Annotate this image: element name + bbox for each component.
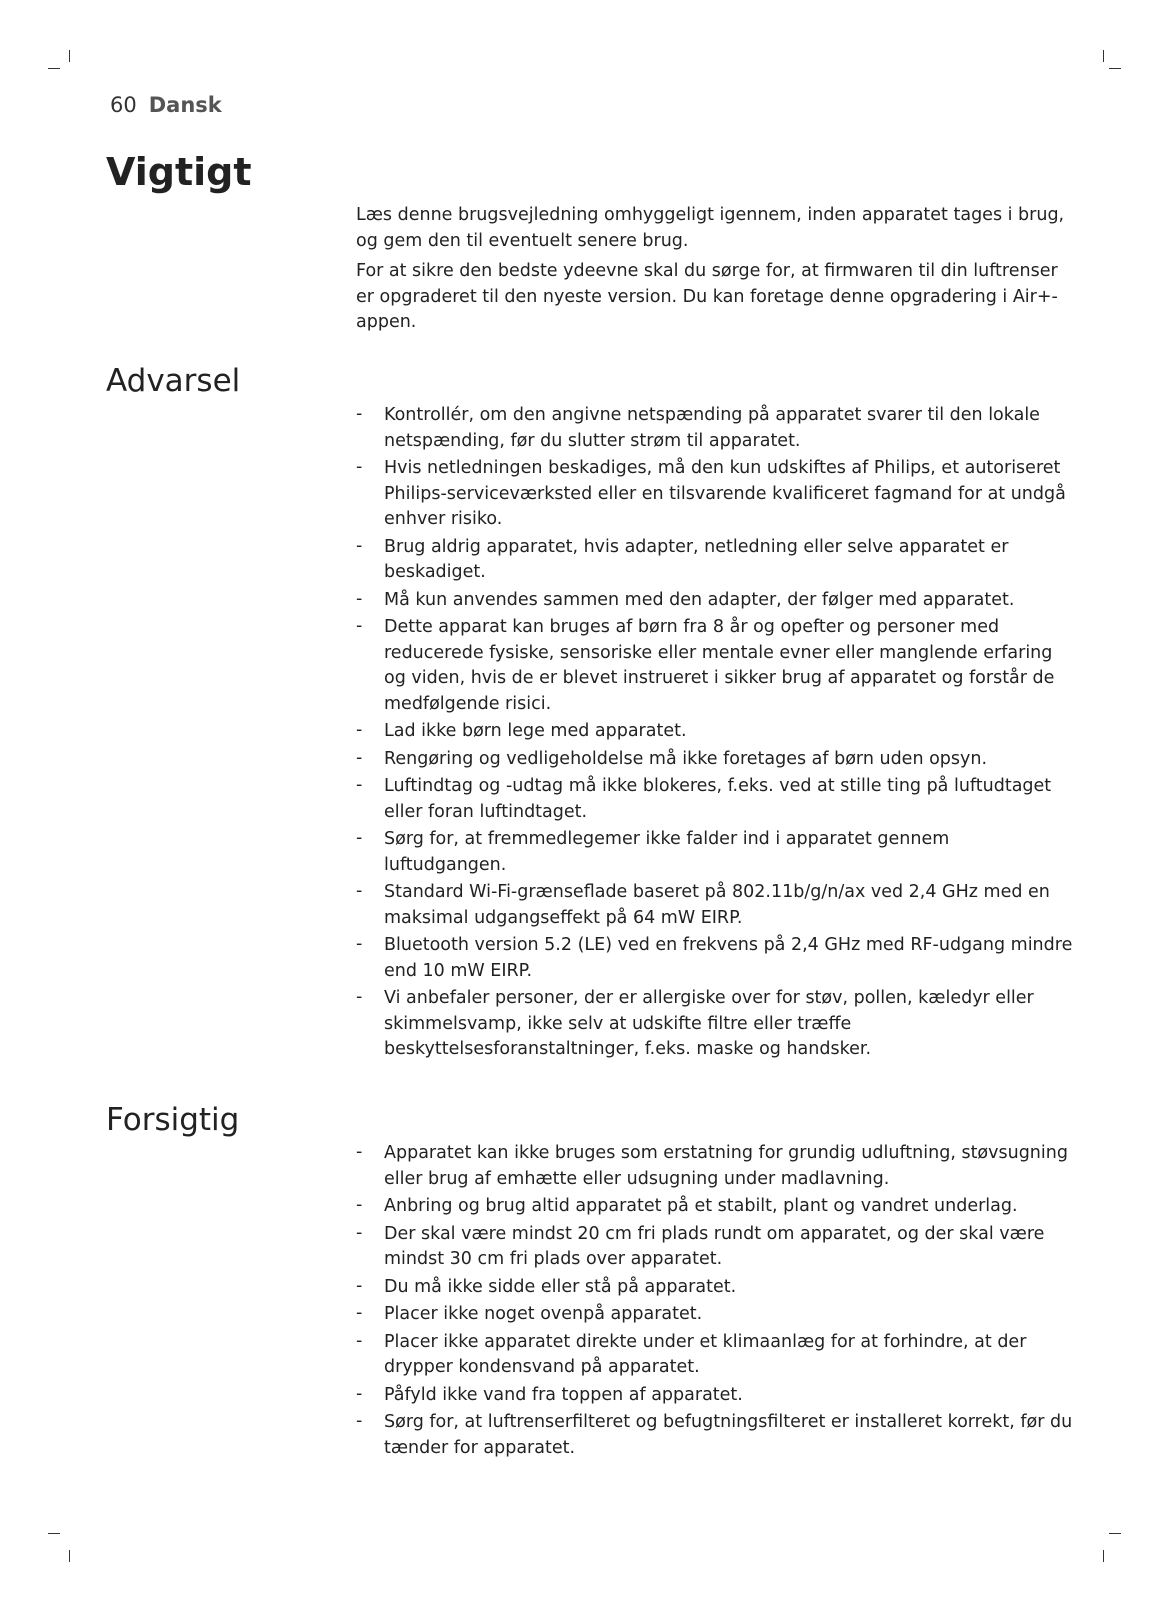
list-item: [356, 827, 1076, 878]
crop-mark: [1109, 1533, 1121, 1534]
list-item-text: Sørg for, at fremmedlegemer ikke falder ind i apparatet gennem luftudgangen.: [384, 829, 950, 875]
bullet-dash: -: [356, 535, 363, 556]
list-item: [356, 403, 1076, 454]
section-title-forsigtig: Forsigtig: [106, 1102, 240, 1138]
bullet-dash: -: [356, 828, 363, 848]
bullet-dash: -: [356, 1222, 363, 1243]
bullet-dash: -: [356, 1330, 363, 1351]
list-item: [356, 588, 1076, 614]
list-item-text: Dette apparat kan bruges af børn fra 8 år og opefter og personer med reducerede fysiske, sensoriske eller mentale evner eller manglende erfaring og viden, hvis de er blevet instrueret i sikker brug af apparatet og forstår de medfølgende risici.: [384, 617, 1055, 714]
list-item: [356, 1330, 1076, 1381]
list-item: [356, 747, 1076, 773]
crop-mark: [1103, 50, 1104, 62]
list-item: [356, 719, 1076, 745]
section-body-advarsel: [356, 403, 1076, 1065]
bullet-dash: -: [356, 588, 363, 609]
list-item-text: Må kun anvendes sammen med den adapter, der følger med apparatet.: [384, 589, 1015, 610]
section-title-advarsel: Advarsel: [106, 363, 241, 399]
list-item-text: Hvis netledningen beskadiges, må den kun udskiftes af Philips, et autoriseret Philips-serviceværksted eller en tilsvarende kvalificeret fagmand for at undgå enhver risiko.: [384, 458, 1066, 529]
bullet-dash: -: [356, 881, 363, 901]
list-item: [356, 1302, 1076, 1328]
list-item-text: Anbring og brug altid apparatet på et stabilt, plant og vandret underlag.: [384, 1196, 1018, 1216]
list-item: [356, 986, 1076, 1063]
list-item-text: Standard Wi-Fi-grænseflade baseret på 802.11b/g/n/ax ved 2,4 GHz med en maksimal udgangseffekt på 64 mW EIRP.: [384, 882, 1050, 928]
list-item: [356, 1222, 1076, 1273]
list-item-text: Brug aldrig apparatet, hvis adapter, netledning eller selve apparatet er beskadiget.: [384, 536, 1009, 582]
list-item-text: Der skal være mindst 20 cm fri plads rundt om apparatet, og der skal være mindst 30 cm fri plads over apparatet.: [384, 1223, 1045, 1269]
page-number: 60: [110, 93, 137, 117]
section-title-vigtigt: Vigtigt: [106, 150, 252, 194]
bullet-dash: -: [356, 934, 363, 954]
bullet-dash: -: [356, 987, 363, 1007]
bullet-dash: -: [356, 1411, 363, 1431]
caution-list: [356, 1141, 1076, 1461]
bullet-dash: -: [356, 1303, 363, 1323]
crop-mark: [69, 1550, 70, 1562]
paragraph: For at sikre den bedste ydeevne skal du sørge for, at firmwaren til din luftrenser er opgraderet til den nyeste version. Du kan foretage denne opgradering i Air+-appen.: [356, 261, 1058, 332]
list-item: [356, 615, 1076, 717]
paragraph: Læs denne brugsvejledning omhyggeligt igennem, inden apparatet tages i brug, og gem den til eventuelt senere brug.: [356, 205, 1065, 251]
crop-mark: [1109, 68, 1121, 69]
list-item-text: Rengøring og vedligeholdelse må ikke foretages af børn uden opsyn.: [384, 748, 988, 769]
list-item: [356, 535, 1076, 586]
bullet-dash: -: [356, 720, 363, 740]
list-item: [356, 456, 1076, 533]
list-item: [356, 774, 1076, 825]
page-language: Dansk: [148, 93, 222, 117]
list-item-text: Du må ikke sidde eller stå på apparatet.: [384, 1276, 737, 1297]
list-item-text: Påfyld ikke vand fra toppen af apparatet.: [384, 1384, 743, 1405]
list-item-text: Luftindtag og -udtag må ikke blokeres, f.eks. ved at stille ting på luftudtaget eller foran luftindtaget.: [384, 776, 1052, 822]
bullet-dash: -: [356, 775, 363, 795]
list-item-text: Placer ikke noget ovenpå apparatet.: [384, 1304, 703, 1324]
bullet-dash: -: [356, 747, 363, 768]
crop-mark: [69, 50, 70, 62]
section-body-forsigtig: [356, 1141, 1076, 1463]
list-item: [356, 1383, 1076, 1409]
list-item-text: Kontrollér, om den angivne netspænding på apparatet svarer til den lokale netspænding, før du slutter strøm til apparatet.: [384, 405, 1040, 451]
crop-mark: [1103, 1550, 1104, 1562]
list-item: [356, 933, 1076, 984]
list-item: [356, 1194, 1076, 1220]
list-item-text: Sørg for, at luftrenserfilteret og befugtningsfilteret er installeret korrekt, før du tænder for apparatet.: [384, 1412, 1073, 1458]
list-item-text: Placer ikke apparatet direkte under et klimaanlæg for at forhindre, at der drypper kondensvand på apparatet.: [384, 1331, 1027, 1377]
bullet-dash: -: [356, 1195, 363, 1215]
bullet-dash: -: [356, 616, 363, 636]
list-item: [356, 1275, 1076, 1301]
list-item: [356, 880, 1076, 931]
bullet-dash: -: [356, 1383, 363, 1404]
list-item: [356, 1410, 1076, 1461]
warning-list: [356, 403, 1076, 1063]
crop-mark: [48, 1533, 60, 1534]
crop-mark: [48, 68, 60, 69]
bullet-dash: -: [356, 404, 363, 424]
bullet-dash: -: [356, 1142, 363, 1162]
page-header: [110, 93, 222, 117]
list-item-text: Lad ikke børn lege med apparatet.: [384, 721, 687, 741]
section-body-vigtigt: [356, 203, 1076, 341]
bullet-dash: -: [356, 457, 363, 477]
bullet-dash: -: [356, 1275, 363, 1296]
list-item-text: Vi anbefaler personer, der er allergiske over for støv, pollen, kæledyr eller skimmelsvamp, ikke selv at udskifte filtre eller træffe beskyttelsesforanstaltninger, f.eks. maske og handsker.: [384, 988, 1034, 1059]
list-item-text: Apparatet kan ikke bruges som erstatning for grundig udluftning, støvsugning eller brug af emhætte eller udsugning under madlavning.: [384, 1143, 1068, 1189]
list-item: [356, 1141, 1076, 1192]
list-item-text: Bluetooth version 5.2 (LE) ved en frekvens på 2,4 GHz med RF-udgang mindre end 10 mW EIRP.: [384, 935, 1073, 981]
